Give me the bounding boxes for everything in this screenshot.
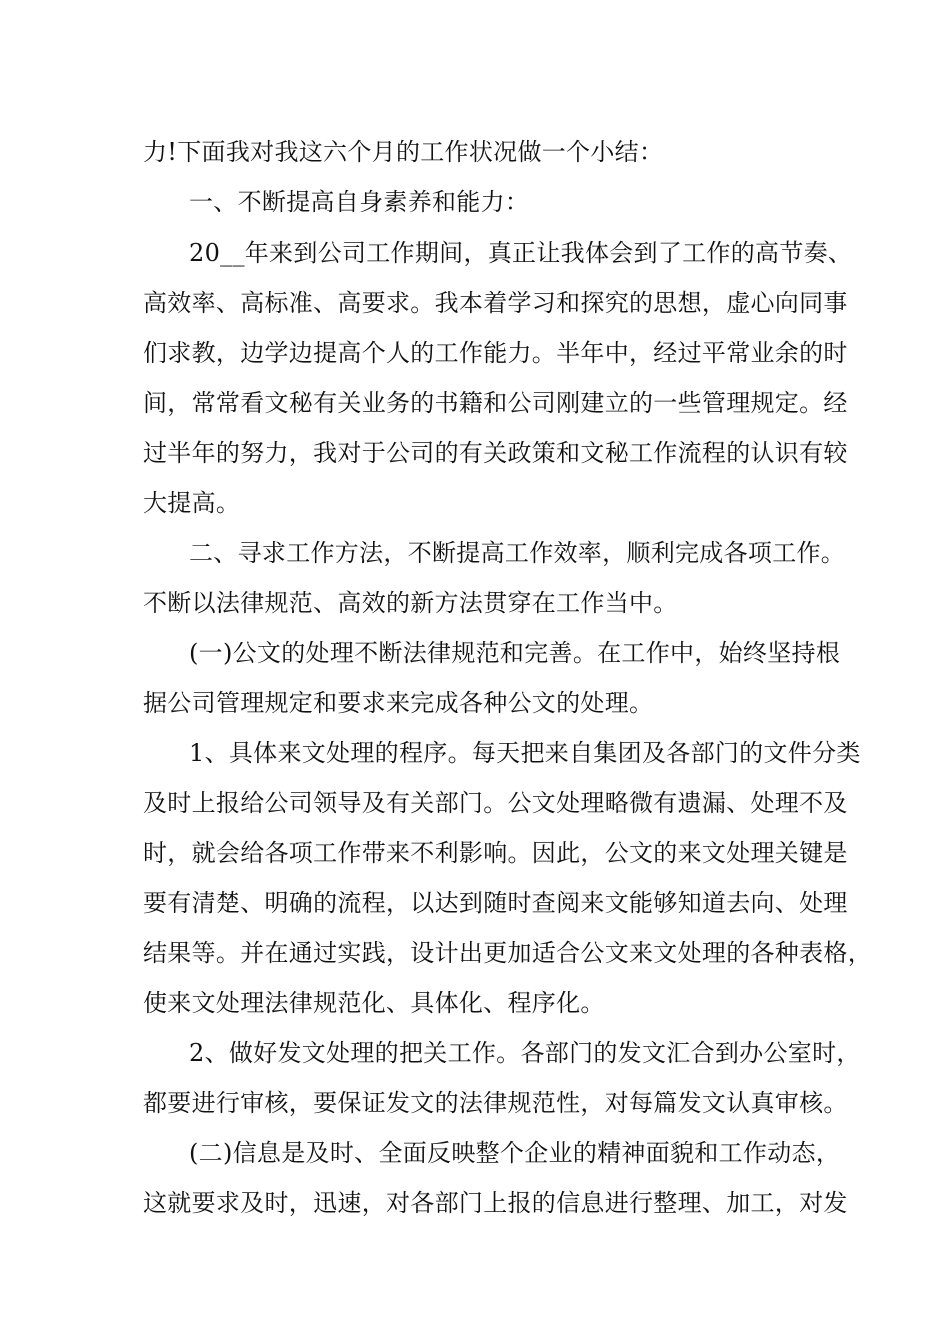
subsection-heading-2: (二)信息是及时、全面反映整个企业的精神面貌和工作动态，	[189, 1139, 841, 1167]
text-line-8: 大提高。	[143, 489, 241, 517]
text-line-4: 高效率、高标准、高要求。我本着学习和探究的思想，虚心向同事	[143, 289, 848, 317]
text-line-20: 都要进行审核，要保证发文的法律规范性，对每篇发文认真审核。	[143, 1089, 848, 1117]
text-line-10: 不断以法律规范、高效的新方法贯穿在工作当中。	[143, 589, 678, 617]
text-line-17: 结果等。并在通过实践，设计出更加适合公文来文处理的各种表格，	[143, 939, 872, 967]
text-line-5: 们求教，边学边提高个人的工作能力。半年中，经过平常业余的时	[143, 339, 848, 367]
text-line-7: 过半年的努力，我对于公司的有关政策和文秘工作流程的认识有较	[143, 439, 848, 467]
text-line-1: 力!下面我对我这六个月的工作状况做一个小结：	[143, 138, 664, 166]
text-line-16: 要有清楚、明确的流程，以达到随时查阅来文能够知道去向、处理	[143, 889, 848, 917]
text-line-14: 及时上报给公司领导及有关部门。公文处理略微有遗漏、处理不及	[143, 789, 848, 817]
text-line-3: 20__年来到公司工作期间，真正让我体会到了工作的高节奏、	[189, 239, 853, 267]
text-line-22: 这就要求及时，迅速，对各部门上报的信息进行整理、加工，对发	[143, 1189, 848, 1217]
text-line-12: 据公司管理规定和要求来完成各种公文的处理。	[143, 689, 654, 717]
section-heading-2: 二、寻求工作方法，不断提高工作效率，顺利完成各项工作。	[189, 539, 846, 567]
subsection-heading-1: (一)公文的处理不断法律规范和完善。在工作中，始终坚持根	[189, 639, 841, 667]
list-item-1: 1、具体来文处理的程序。每天把来自集团及各部门的文件分类	[189, 739, 861, 767]
list-item-2: 2、做好发文处理的把关工作。各部门的发文汇合到办公室时，	[189, 1039, 861, 1067]
text-line-18: 使来文处理法律规范化、具体化、程序化。	[143, 989, 605, 1017]
section-heading-1: 一、不断提高自身素养和能力：	[189, 188, 530, 216]
text-line-6: 间，常常看文秘有关业务的书籍和公司刚建立的一些管理规定。经	[143, 389, 848, 417]
text-line-15: 时，就会给各项工作带来不利影响。因此，公文的来文处理关键是	[143, 839, 848, 867]
